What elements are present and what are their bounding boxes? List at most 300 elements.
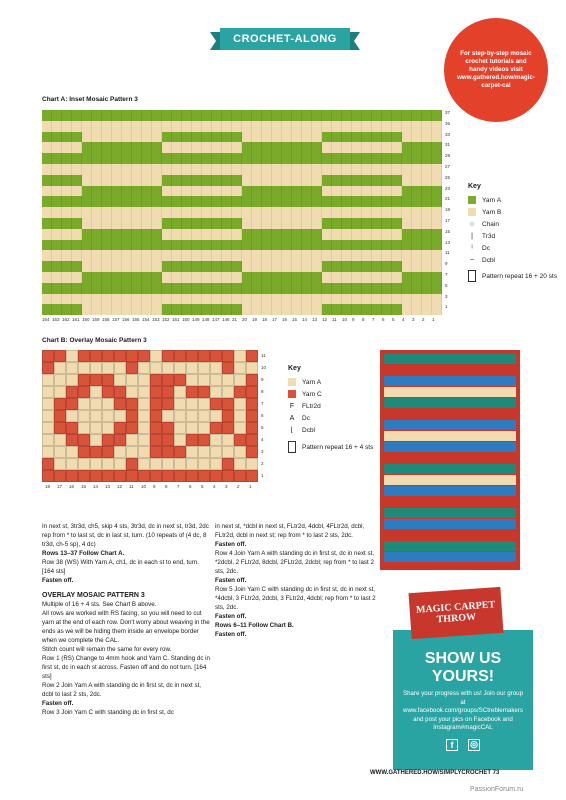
instructions-left: [42, 522, 212, 717]
chart-b-title: Chart B: Overlay Mosaic Pattern 3: [42, 337, 147, 344]
chart-b-cell: [114, 374, 126, 386]
chart-b-cell: [150, 470, 162, 482]
chart-b-cell: [54, 362, 66, 374]
chart-a-cell: [172, 310, 182, 315]
chart-b-cell: [150, 398, 162, 410]
chart-b-cell: [54, 470, 66, 482]
chart-b-cell: [186, 434, 198, 446]
chart-b-cell: [174, 458, 186, 470]
social-links: [393, 739, 533, 751]
rug-stripe: [384, 497, 516, 507]
chart-a-col-number: 20: [242, 317, 248, 323]
chart-b-cell: [126, 422, 138, 434]
chart-b-cell: [210, 362, 222, 374]
chart-b-cell: [234, 374, 246, 386]
chart-b-cell: [90, 350, 102, 362]
page-footer: WWW.GATHERED.HOW/SIMPLYCROCHET 73: [370, 770, 500, 776]
rug-stripe: [384, 398, 516, 408]
chart-b-cell: [138, 398, 150, 410]
chart-b-cell: [78, 458, 90, 470]
chart-a-col-number: 13: [312, 317, 318, 323]
chart-b-cell: [102, 374, 114, 386]
chart-b-cell: [150, 374, 162, 386]
chart-a-col-number: 149: [192, 317, 200, 323]
chart-a-col-number: 161: [72, 317, 80, 323]
chart-b-cell: [210, 434, 222, 446]
chart-a-row-number: 33: [445, 131, 451, 137]
chart-b-cell: [222, 362, 234, 374]
key-item: [468, 194, 557, 206]
chart-b-cell: [102, 362, 114, 374]
chart-a-col-number: 1: [432, 317, 435, 323]
chart-b-cell: [42, 386, 54, 398]
chart-b-cell: [210, 386, 222, 398]
chart-b-cell: [162, 446, 174, 458]
chart-b-cell: [222, 386, 234, 398]
chart-b-row-number: 7: [261, 401, 264, 406]
key-item: [288, 400, 373, 412]
chart-a-cell: [412, 310, 422, 315]
chart-a-col-number: 155: [132, 317, 140, 323]
chart-b-cell: [198, 434, 210, 446]
chart-b-cell: [42, 398, 54, 410]
chart-b-col-number: 8: [165, 484, 168, 489]
chart-b-cell: [54, 410, 66, 422]
chart-a-cell: [402, 310, 412, 315]
rug-stripe: [384, 530, 516, 540]
yarn-b-swatch: [468, 208, 476, 216]
chart-a-col-number: 7: [372, 317, 375, 323]
chart-b-cell: [126, 434, 138, 446]
chart-b-cell: [102, 458, 114, 470]
chart-a-cell: [322, 310, 332, 315]
chart-a-row-number: 1: [445, 304, 448, 310]
yarn-a-swatch: [468, 196, 476, 204]
chart-b-cell: [126, 362, 138, 374]
chart-b-cell: [90, 398, 102, 410]
chart-b-cell: [222, 434, 234, 446]
chart-b-cell: [234, 458, 246, 470]
chart-b-cell: [210, 398, 222, 410]
chart-b-col-number: 6: [189, 484, 192, 489]
chart-b-cell: [186, 350, 198, 362]
chart-b-cell: [174, 350, 186, 362]
chart-b-col-number: 16: [69, 484, 75, 489]
chart-b-row-number: 5: [261, 425, 264, 430]
chart-b-cell: [150, 350, 162, 362]
chart-b-cell: [66, 374, 78, 386]
chart-b-cell: [198, 362, 210, 374]
chart-b-cell: [102, 350, 114, 362]
rug-stripe: [384, 387, 516, 397]
instruction-text: Multiple of 16 + 4 sts. See Chart B above.: [42, 601, 157, 608]
chart-a-cell: [152, 310, 162, 315]
chart-b-cell: [102, 470, 114, 482]
dcbl-icon: ~: [469, 256, 475, 264]
chart-b-cell: [234, 350, 246, 362]
chart-b-cell: [198, 422, 210, 434]
chart-b-col-number: 12: [117, 484, 123, 489]
chart-b-cell: [54, 458, 66, 470]
instruction-text: Row 1 (RS) Change to 4mm hook and Yarn C. Standing dc in first st, dc in each st across. Fasten off and do not turn. [164 sts]: [42, 655, 210, 680]
chart-b-cell: [78, 470, 90, 482]
chart-a-cell: [142, 310, 152, 315]
chart-b-row-number: 9: [261, 377, 264, 382]
chart-b-cell: [138, 374, 150, 386]
chart-b-cell: [54, 386, 66, 398]
chart-b-cell: [210, 374, 222, 386]
chart-b-row-number: 11: [261, 353, 266, 358]
chart-b-cell: [150, 386, 162, 398]
rug-photo: [380, 350, 520, 570]
chart-a-col-number: 162: [62, 317, 70, 323]
chart-a-cell: [72, 310, 82, 315]
chart-b-row-number: 10: [261, 365, 267, 370]
chart-a-col-number: 147: [212, 317, 220, 323]
chart-b-cell: [90, 470, 102, 482]
dc-icon: ˡ: [471, 244, 473, 252]
chart-b-col-number: 3: [225, 484, 228, 489]
chart-b-cell: [246, 434, 258, 446]
chart-b-col-number: 2: [237, 484, 240, 489]
instruction-text: Stitch count will remain the same for every row.: [42, 646, 172, 653]
instruction-text: All rows are worked with RS facing, so you will need to cut yarn at the end of each row. Don't worry about weaving in the ends as we will be hiding them inside an envelope border when we complete the CAL.: [42, 610, 210, 644]
chart-b-cell: [138, 422, 150, 434]
instagram-icon[interactable]: ◎: [468, 739, 480, 751]
instruction-text: Fasten off.: [42, 577, 74, 584]
chart-a-col-number: 3: [412, 317, 415, 323]
chart-b-cell: [126, 398, 138, 410]
chart-b-cell: [150, 446, 162, 458]
chart-b-cell: [42, 350, 54, 362]
chart-a-row-number: 3: [445, 293, 448, 299]
instruction-text: in next st, *dcbl in next st, FLtr2d, 4dcbl, 4FLtr2d, dcbl, FLtr2d, dcbl in next st; rep from * to last 2 sts, 2dc.: [215, 523, 365, 539]
chart-b-cell: [162, 374, 174, 386]
pattern-repeat-icon: [468, 270, 476, 282]
chart-a-cell: [192, 310, 202, 315]
tr3d-icon: |: [471, 232, 473, 240]
show-us-yours-box: [393, 630, 533, 770]
chart-b-cell: [174, 410, 186, 422]
dc-icon: A: [289, 414, 295, 422]
chart-a-row-number: 29: [445, 153, 451, 159]
chart-b-cell: [90, 362, 102, 374]
chart-b-cell: [66, 410, 78, 422]
chart-b-cell: [150, 434, 162, 446]
chart-b-cell: [174, 446, 186, 458]
chart-a-cell: [182, 310, 192, 315]
rug-stripe: [384, 541, 516, 551]
chart-b-cell: [186, 458, 198, 470]
chart-b-cell: [186, 362, 198, 374]
chart-b-cell: [42, 446, 54, 458]
chart-a-row-number: 27: [445, 164, 451, 169]
rug-stripe: [384, 464, 516, 474]
chart-b-cell: [90, 374, 102, 386]
chart-b-cell: [186, 470, 198, 482]
chart-b-cell: [186, 374, 198, 386]
chart-a-col-number: 164: [42, 317, 50, 323]
key-label: Yarn A: [302, 378, 322, 386]
chart-a-col-number: 151: [172, 317, 180, 323]
key-label: Pattern repeat 16 + 20 sts: [482, 272, 557, 280]
chart-b-cell: [138, 470, 150, 482]
chart-b-cell: [186, 398, 198, 410]
chart-b-cell: [246, 386, 258, 398]
chart-a-row-number: 15: [445, 228, 451, 234]
chain-icon: ○: [469, 220, 475, 228]
chart-a-row-number: 17: [445, 218, 451, 223]
chart-a-row-number: 25: [445, 174, 451, 180]
chart-a-row-number: 37: [445, 110, 451, 115]
chart-b-cell: [246, 470, 258, 482]
chart-b-cell: [78, 422, 90, 434]
chart-a-row-number: 9: [445, 261, 448, 267]
chart-b-cell: [114, 398, 126, 410]
chart-b-cell: [90, 386, 102, 398]
chart-b-cell: [78, 410, 90, 422]
chart-b-col-number: 14: [93, 484, 99, 489]
chart-b-cell: [42, 362, 54, 374]
chart-b-cell: [234, 386, 246, 398]
chart-b-cell: [174, 362, 186, 374]
chart-b-cell: [102, 446, 114, 458]
key-label: Yarn B: [482, 208, 502, 216]
rug-stripe: [384, 508, 516, 518]
chart-b-cell: [66, 446, 78, 458]
chart-b-cell: [186, 446, 198, 458]
chart-b-cell: [42, 470, 54, 482]
chart-b-col-number: 10: [141, 484, 147, 489]
chart-a-col-number: 15: [292, 317, 298, 323]
chart-b-grid: [42, 350, 274, 500]
chart-a-cell: [302, 310, 312, 315]
chart-b-row-number: 1: [261, 473, 264, 478]
chart-b-row-number: 6: [261, 413, 264, 418]
chart-b-col-number: 5: [201, 484, 204, 489]
chart-b-cell: [174, 386, 186, 398]
chart-b-cell: [126, 470, 138, 482]
chart-b-cell: [126, 410, 138, 422]
chart-a-cell: [122, 310, 132, 315]
chart-a-cell: [112, 310, 122, 315]
chart-b-cell: [102, 434, 114, 446]
tip-badge: For step-by-step mosaic crochet tutorials and handy videos visit www.gathered.how/magic-carpet-cal: [444, 18, 548, 122]
instruction-text: Fasten off.: [215, 541, 247, 548]
instruction-text: Row 4 Join Yarn A with standing dc in first st, dc in next st, *2dcbl, 2 FLtr2d, 8dcbl, 2FLtr2d, 2dcbl; rep from * to last 2 sts, 2dc.: [215, 550, 375, 575]
chart-b-cell: [210, 422, 222, 434]
promo-text: Share your progress with us! Join our group at www.facebook.com/groups/SCtreblemakers and post your pics on Facebook and Instagram#magicCAL: [402, 690, 524, 731]
chart-a-cell: [372, 310, 382, 315]
chart-b-cell: [174, 398, 186, 410]
chart-b-cell: [90, 410, 102, 422]
key-item: [468, 230, 557, 242]
key-label: FLtr2d: [302, 402, 321, 410]
chart-a-cell: [382, 310, 392, 315]
chart-a-cell: [342, 310, 352, 315]
chart-a-col-number: 12: [322, 317, 328, 323]
instruction-text: Rows 13–37 Follow Chart A.: [42, 550, 125, 557]
chart-a-col-number: 146: [222, 317, 230, 323]
rug-stripe: [384, 453, 516, 463]
section-banner: CROCHET-ALONG: [220, 28, 350, 50]
chart-b-cell: [246, 422, 258, 434]
chart-b-col-number: 15: [81, 484, 87, 489]
chart-a-col-number: 160: [82, 317, 90, 323]
chart-b-cell: [198, 386, 210, 398]
chart-b-cell: [78, 446, 90, 458]
chart-a-cell: [352, 310, 362, 315]
chart-a-cell: [392, 310, 402, 315]
chart-b-cell: [138, 434, 150, 446]
chart-b-cell: [114, 362, 126, 374]
chart-b-cell: [42, 434, 54, 446]
chart-a-cell: [422, 310, 432, 315]
chart-b-cell: [78, 434, 90, 446]
chart-b-cell: [54, 398, 66, 410]
chart-b-col-number: 7: [177, 484, 180, 489]
key-item: [468, 254, 557, 266]
chart-b-cell: [162, 410, 174, 422]
chart-b-cell: [234, 422, 246, 434]
chart-b-cell: [246, 362, 258, 374]
chart-a-col-number: 148: [202, 317, 210, 323]
chart-b-cell: [210, 458, 222, 470]
chart-a-row-number: 5: [445, 282, 448, 288]
chart-b-cell: [66, 434, 78, 446]
chart-a-row-number: 19: [445, 207, 451, 213]
chart-b-cell: [222, 350, 234, 362]
chart-b-cell: [162, 434, 174, 446]
chart-a-cell: [432, 310, 442, 315]
chart-b-col-number: 11: [129, 484, 134, 489]
chart-b-cell: [66, 458, 78, 470]
key-item: [288, 424, 373, 436]
rug-stripe: [384, 365, 516, 375]
key-item: [468, 218, 557, 230]
chart-b-cell: [162, 386, 174, 398]
chart-a-cell: [282, 310, 292, 315]
chart-a-col-number: 9: [352, 317, 355, 323]
chart-b-cell: [234, 410, 246, 422]
chart-b-cell: [114, 458, 126, 470]
key-label: Tr3d: [482, 232, 496, 240]
chart-a-col-number: 5: [392, 317, 395, 323]
key-item: [288, 412, 373, 424]
chart-a-row-number: 23: [445, 185, 451, 191]
chart-b-cell: [150, 458, 162, 470]
chart-b-cell: [78, 374, 90, 386]
rug-stripe: [384, 519, 516, 529]
chart-a-col-number: 10: [342, 317, 348, 323]
chart-b-cell: [234, 446, 246, 458]
chart-a-row-number: 11: [445, 250, 450, 256]
chart-a-row-number: 7: [445, 272, 448, 277]
chart-b-cell: [246, 374, 258, 386]
chart-b-cell: [174, 374, 186, 386]
instruction-text: Fasten off.: [42, 700, 74, 707]
promo-title: SHOW US YOURS!: [424, 650, 502, 685]
chart-b-cell: [78, 350, 90, 362]
rug-stripe: [384, 431, 516, 441]
chart-a-cell: [162, 310, 172, 315]
instructions-right: [215, 522, 380, 639]
chart-b-col-number: 13: [105, 484, 111, 489]
chart-b-cell: [210, 446, 222, 458]
pattern-repeat-icon: [288, 441, 296, 453]
key-label: Pattern repeat 16 + 4 sts: [302, 443, 374, 451]
chart-a-col-number: 11: [332, 317, 337, 323]
chart-a-col-number: 14: [302, 317, 308, 323]
chart-b-cell: [78, 386, 90, 398]
chart-a-key-title: Key: [468, 183, 481, 190]
key-label: Yarn C: [302, 390, 322, 398]
chart-b-cell: [138, 362, 150, 374]
chart-b-cell: [54, 446, 66, 458]
chart-b-cell: [222, 470, 234, 482]
chart-b-row-number: 4: [261, 437, 264, 442]
chart-a-col-number: 159: [92, 317, 100, 323]
chart-b-cell: [210, 410, 222, 422]
chart-b-cell: [66, 422, 78, 434]
chart-b-key-title: Key: [288, 365, 301, 372]
chart-a-row-number: 35: [445, 120, 451, 126]
chart-b-cell: [186, 422, 198, 434]
instruction-text: Row 2 Join Yarn A with standing dc in first st, dc in next st, dcbl to last 2 sts, 2dc.: [42, 682, 202, 698]
rug-stripe: [384, 354, 516, 364]
facebook-icon[interactable]: f: [446, 739, 458, 751]
rug-stripe: [384, 486, 516, 496]
chart-b-cell: [138, 446, 150, 458]
chart-b-cell: [222, 422, 234, 434]
chart-b-cell: [114, 446, 126, 458]
chart-b-cell: [198, 470, 210, 482]
key-item: [468, 242, 557, 254]
chart-b-cell: [114, 350, 126, 362]
chart-b-cell: [162, 422, 174, 434]
instruction-text: Fasten off.: [215, 631, 247, 638]
chart-a-col-number: 18: [262, 317, 268, 323]
chart-b-cell: [114, 386, 126, 398]
chart-b-cell: [126, 350, 138, 362]
chart-b-cell: [198, 446, 210, 458]
chart-b-cell: [66, 350, 78, 362]
chart-a-grid: [42, 110, 452, 323]
chart-b-cell: [198, 458, 210, 470]
key-label: Dcbl: [302, 426, 316, 434]
chart-a-col-number: 163: [52, 317, 60, 323]
chart-a-cell: [262, 310, 272, 315]
chart-b-cell: [90, 446, 102, 458]
key-item: [288, 436, 373, 458]
chart-a-col-number: 6: [382, 317, 385, 323]
chart-b-cell: [138, 458, 150, 470]
key-label: Yarn A: [482, 196, 502, 204]
chart-b-cell: [114, 422, 126, 434]
chart-b-cell: [210, 350, 222, 362]
chart-a-col-number: 4: [402, 317, 405, 323]
chart-a-col-number: 157: [112, 317, 120, 323]
chart-b-cell: [138, 350, 150, 362]
chart-b-cell: [186, 410, 198, 422]
chart-b-cell: [42, 458, 54, 470]
chart-b-cell: [102, 422, 114, 434]
chart-b-cell: [78, 398, 90, 410]
chart-b-cell: [102, 398, 114, 410]
chart-b-cell: [78, 362, 90, 374]
chart-a-cell: [252, 310, 262, 315]
chart-b-cell: [66, 362, 78, 374]
